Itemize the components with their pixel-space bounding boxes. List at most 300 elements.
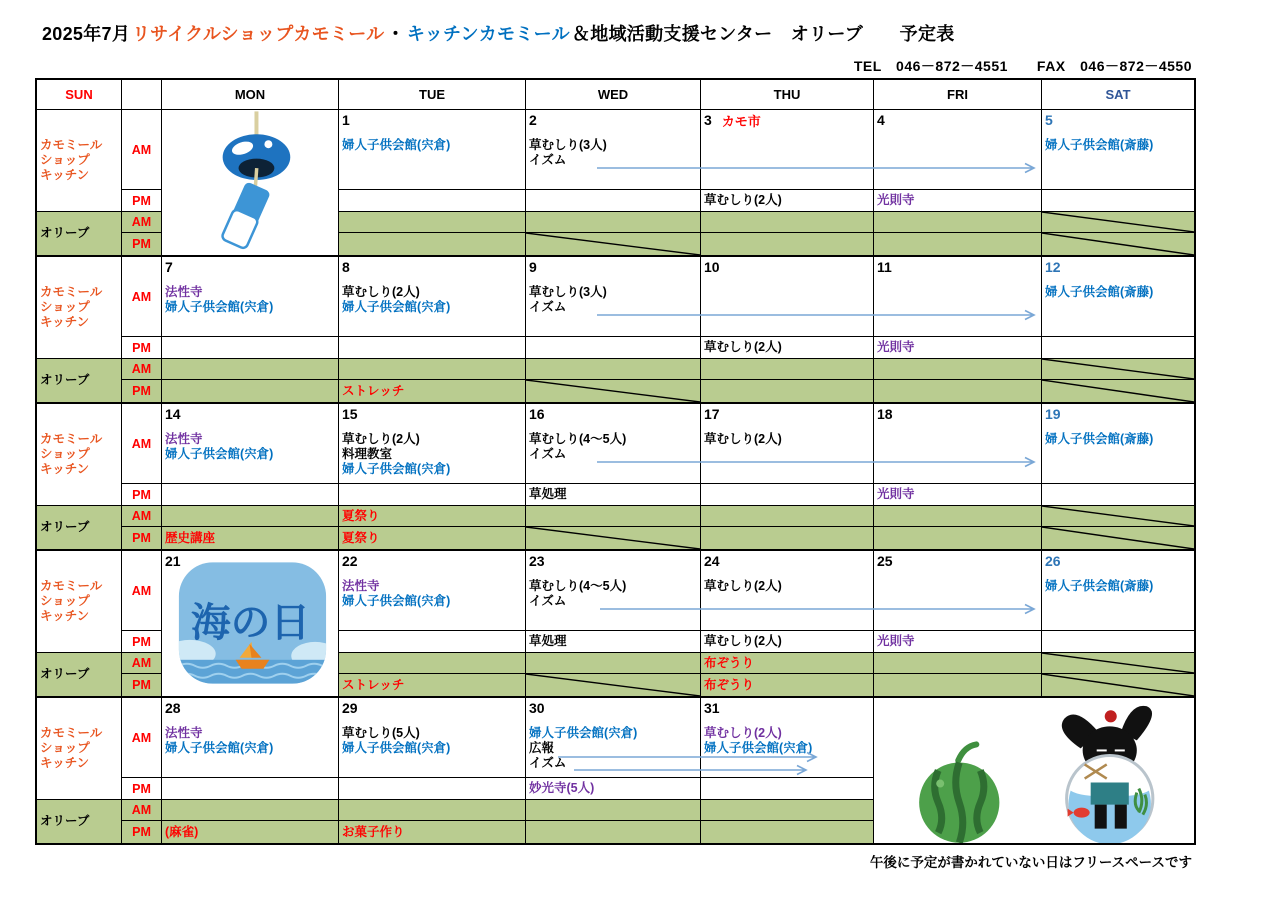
title-shop-name: リサイクルショップカモミール bbox=[132, 24, 385, 44]
chamomile-am-label bbox=[122, 698, 162, 778]
event-text: 草むしり(2人) bbox=[342, 285, 420, 299]
marine-day-illustration bbox=[162, 551, 338, 696]
day-15-olive-pm-cell bbox=[339, 527, 526, 549]
day-12-olive-pm-cell bbox=[1042, 380, 1194, 402]
day-18-pm-cell bbox=[874, 484, 1042, 506]
day-10-olive-pm-cell bbox=[701, 380, 874, 402]
event-text: 婦人子供会館(宍倉) bbox=[342, 138, 451, 152]
day-2-pm-cell bbox=[526, 190, 701, 212]
day-16-olive-am-cell bbox=[526, 506, 701, 527]
olive-label bbox=[37, 506, 122, 549]
olive-pm-label bbox=[122, 674, 162, 696]
day-number: 18 bbox=[877, 406, 893, 422]
day-24-olive-am-cell bbox=[701, 653, 874, 674]
day-23-olive-pm-cell bbox=[526, 674, 701, 696]
chamomile-pm-label bbox=[122, 484, 162, 506]
day-28-olive-am-cell bbox=[162, 800, 339, 821]
diagonal-strike bbox=[526, 380, 700, 402]
event-text: 婦人子供会館(斎藤) bbox=[1045, 432, 1154, 446]
day-5-pm-cell bbox=[1042, 190, 1194, 212]
day-5-olive-am-cell bbox=[1042, 212, 1194, 233]
day-number: 21 bbox=[165, 553, 181, 569]
olive-am-label bbox=[122, 506, 162, 527]
day-15-pm-cell bbox=[339, 484, 526, 506]
day-5-am-cell bbox=[1042, 110, 1194, 190]
day-5-olive-pm-cell bbox=[1042, 233, 1194, 255]
day-29-olive-am-cell bbox=[339, 800, 526, 821]
day-23-olive-am-cell bbox=[526, 653, 701, 674]
free-space-illustrations bbox=[874, 698, 1194, 843]
day-25-olive-am-cell bbox=[874, 653, 1042, 674]
event-text: 草むしり(2人) bbox=[704, 193, 782, 207]
event-text: イズム bbox=[529, 756, 567, 770]
windchime-cell bbox=[162, 110, 339, 255]
event-text: イズム bbox=[529, 594, 567, 608]
free-space-cell bbox=[874, 698, 1194, 843]
calendar-weeks bbox=[37, 110, 1194, 843]
event-text: 婦人子供会館(宍倉) bbox=[342, 594, 451, 608]
event-text: 婦人子供会館(宍倉) bbox=[704, 741, 813, 755]
event-text: 草むしり(5人) bbox=[342, 726, 420, 740]
event-text: 婦人子供会館(斎藤) bbox=[1045, 285, 1154, 299]
event-text: イズム bbox=[529, 447, 567, 461]
day-1-pm-cell bbox=[339, 190, 526, 212]
diagonal-strike bbox=[1042, 380, 1194, 402]
event-text: ショップ bbox=[40, 300, 90, 314]
event-text: イズム bbox=[529, 153, 567, 167]
event-text: 婦人子供会館(宍倉) bbox=[342, 741, 451, 755]
event-text: AM bbox=[131, 289, 152, 304]
olive-label bbox=[37, 359, 122, 402]
event-text: AM bbox=[131, 656, 152, 670]
day-16-olive-pm-cell bbox=[526, 527, 701, 549]
event-text: AM bbox=[131, 362, 152, 376]
day-31-am-cell bbox=[701, 698, 874, 778]
day-number: 30 bbox=[529, 700, 545, 716]
day-14-am-cell bbox=[162, 404, 339, 484]
day-29-am-cell bbox=[339, 698, 526, 778]
event-text: PM bbox=[132, 531, 151, 545]
event-text: 草むしり(4～5人) bbox=[529, 432, 627, 446]
event-text: 婦人子供会館(宍倉) bbox=[529, 726, 638, 740]
day-10-olive-am-cell bbox=[701, 359, 874, 380]
chamomile-shop-kitchen-label bbox=[37, 110, 122, 212]
diagonal-strike bbox=[1042, 653, 1194, 673]
diagonal-strike bbox=[1042, 527, 1194, 549]
event-text: AM bbox=[131, 730, 152, 745]
day-9-am-cell bbox=[526, 257, 701, 337]
day-4-pm-cell bbox=[874, 190, 1042, 212]
event-text: 草むしり(2人) bbox=[704, 579, 782, 593]
day-12-olive-am-cell bbox=[1042, 359, 1194, 380]
event-text: オリーブ bbox=[40, 814, 90, 828]
day-4-olive-am-cell bbox=[874, 212, 1042, 233]
event-text: オリーブ bbox=[40, 226, 90, 240]
day-19-olive-am-cell bbox=[1042, 506, 1194, 527]
event-text: 夏祭り bbox=[342, 530, 380, 545]
header-ampm-spacer bbox=[122, 80, 162, 109]
event-text: キッチン bbox=[40, 168, 90, 182]
event-text: 法性寺 bbox=[165, 726, 203, 740]
chamomile-shop-kitchen-label bbox=[37, 404, 122, 506]
event-text: 草むしり(2人) bbox=[704, 634, 782, 648]
day-number: 14 bbox=[165, 406, 181, 422]
event-text: AM bbox=[131, 509, 152, 523]
day-number: 16 bbox=[529, 406, 545, 422]
event-text: AM bbox=[131, 803, 152, 817]
day-30-am-cell bbox=[526, 698, 701, 778]
event-text: PM bbox=[132, 825, 151, 839]
day-number: 28 bbox=[165, 700, 181, 716]
day-12-am-cell bbox=[1042, 257, 1194, 337]
day-23-pm-cell bbox=[526, 631, 701, 653]
event-text: 光則寺 bbox=[877, 193, 915, 207]
diagonal-strike bbox=[526, 233, 700, 255]
windchime-illustration-wrap bbox=[162, 110, 338, 255]
event-text: 婦人子供会館(斎藤) bbox=[1045, 579, 1154, 593]
day-8-am-cell bbox=[339, 257, 526, 337]
event-text: 婦人子供会館(宍倉) bbox=[165, 300, 274, 314]
chamomile-am-label bbox=[122, 551, 162, 631]
chamomile-shop-kitchen-label bbox=[37, 551, 122, 653]
event-text: PM bbox=[132, 678, 151, 692]
diagonal-strike bbox=[1042, 359, 1194, 379]
event-text: AM bbox=[131, 436, 152, 451]
rabbit-fishbowl-illustration bbox=[1062, 706, 1153, 843]
day-number: 9 bbox=[529, 259, 537, 275]
event-text: 草処理 bbox=[529, 487, 567, 501]
chamomile-shop-kitchen-label bbox=[37, 698, 122, 800]
event-text: お菓子作り bbox=[342, 824, 405, 839]
day-3-pm-cell bbox=[701, 190, 874, 212]
title-separator: ・ bbox=[386, 24, 405, 44]
event-text: 草むしり(3人) bbox=[529, 285, 607, 299]
event-text: AM bbox=[131, 142, 152, 157]
day-11-pm-cell bbox=[874, 337, 1042, 359]
event-text: キッチン bbox=[40, 756, 90, 770]
event-text: 婦人子供会館(宍倉) bbox=[342, 462, 451, 476]
day-15-am-cell bbox=[339, 404, 526, 484]
day-28-olive-pm-cell bbox=[162, 821, 339, 843]
event-text: 光則寺 bbox=[877, 487, 915, 501]
free-space-illustration-wrap bbox=[874, 698, 1194, 843]
day-7-pm-cell bbox=[162, 337, 339, 359]
week-3 bbox=[37, 404, 1194, 551]
day-number: 10 bbox=[704, 259, 720, 275]
day-14-olive-pm-cell bbox=[162, 527, 339, 549]
footer-note: 午後に予定が書かれていない日はフリースペースです bbox=[869, 855, 1192, 870]
event-text: ストレッチ bbox=[342, 383, 405, 398]
day-2-am-cell bbox=[526, 110, 701, 190]
day-17-am-cell bbox=[701, 404, 874, 484]
olive-am-label bbox=[122, 212, 162, 233]
day-22-olive-am-cell bbox=[339, 653, 526, 674]
day-number: 22 bbox=[342, 553, 358, 569]
day-number: 17 bbox=[704, 406, 720, 422]
event-text: 草むしり(2人) bbox=[704, 432, 782, 446]
chamomile-pm-label bbox=[122, 337, 162, 359]
windchime-illustration bbox=[162, 110, 338, 255]
day-30-pm-cell bbox=[526, 778, 701, 800]
day-number: 19 bbox=[1045, 406, 1061, 422]
day-number: 26 bbox=[1045, 553, 1061, 569]
day-2-olive-pm-cell bbox=[526, 233, 701, 255]
olive-label bbox=[37, 212, 122, 255]
day-23-am-cell bbox=[526, 551, 701, 631]
day-28-pm-cell bbox=[162, 778, 339, 800]
event-text: (麻雀) bbox=[165, 824, 199, 839]
chamomile-pm-label bbox=[122, 778, 162, 800]
diagonal-strike bbox=[1042, 674, 1194, 696]
day-25-olive-pm-cell bbox=[874, 674, 1042, 696]
weekday-header-row bbox=[37, 80, 1194, 110]
day-3-olive-am-cell bbox=[701, 212, 874, 233]
day-31-olive-pm-cell bbox=[701, 821, 874, 843]
week-4 bbox=[37, 551, 1194, 698]
day-number: 5 bbox=[1045, 112, 1053, 128]
day-18-olive-pm-cell bbox=[874, 527, 1042, 549]
event-text: 草むしり(2人) bbox=[342, 432, 420, 446]
olive-label bbox=[37, 653, 122, 696]
event-text: 光則寺 bbox=[877, 340, 915, 354]
event-text: PM bbox=[132, 384, 151, 398]
event-text: オリーブ bbox=[40, 520, 90, 534]
day-24-olive-pm-cell bbox=[701, 674, 874, 696]
chamomile-am-label bbox=[122, 404, 162, 484]
diagonal-strike bbox=[1042, 506, 1194, 526]
event-text: 法性寺 bbox=[165, 285, 203, 299]
olive-label bbox=[37, 800, 122, 843]
day-number: 15 bbox=[342, 406, 358, 422]
event-text: ショップ bbox=[40, 153, 90, 167]
event-text: PM bbox=[132, 340, 151, 355]
day-18-olive-am-cell bbox=[874, 506, 1042, 527]
header-wed: WED bbox=[526, 80, 701, 109]
day-11-am-cell bbox=[874, 257, 1042, 337]
event-text: PM bbox=[132, 634, 151, 649]
day-4-olive-pm-cell bbox=[874, 233, 1042, 255]
event-text: ショップ bbox=[40, 741, 90, 755]
event-text: 布ぞうり bbox=[704, 655, 755, 670]
event-text: カモミール bbox=[40, 579, 103, 593]
event-text: オリーブ bbox=[40, 667, 90, 681]
event-text: カモミール bbox=[40, 138, 103, 152]
event-text: オリーブ bbox=[40, 373, 90, 387]
header-sun: SUN bbox=[37, 80, 122, 109]
watermelon-illustration bbox=[919, 744, 999, 842]
day-number: 1 bbox=[342, 112, 350, 128]
olive-pm-label bbox=[122, 527, 162, 549]
event-text: PM bbox=[132, 487, 151, 502]
day-3-olive-pm-cell bbox=[701, 233, 874, 255]
day-number: 8 bbox=[342, 259, 350, 275]
chamomile-am-label bbox=[122, 110, 162, 190]
header-mon: MON bbox=[162, 80, 339, 109]
day-number: 11 bbox=[877, 259, 892, 275]
marine-day-cell bbox=[162, 551, 339, 696]
day-17-olive-pm-cell bbox=[701, 527, 874, 549]
day-11-olive-am-cell bbox=[874, 359, 1042, 380]
week-1 bbox=[37, 110, 1194, 257]
week-5 bbox=[37, 698, 1194, 843]
day-7-am-cell bbox=[162, 257, 339, 337]
day-4-am-cell bbox=[874, 110, 1042, 190]
day-26-am-cell bbox=[1042, 551, 1194, 631]
title-rest: ＆地域活動支援センター オリーブ 予定表 bbox=[571, 24, 955, 44]
day-29-olive-pm-cell bbox=[339, 821, 526, 843]
event-text: ストレッチ bbox=[342, 677, 405, 692]
event-text: AM bbox=[131, 583, 152, 598]
olive-am-label bbox=[122, 359, 162, 380]
olive-pm-label bbox=[122, 821, 162, 843]
event-text: 布ぞうり bbox=[704, 677, 755, 692]
event-text: キッチン bbox=[40, 315, 90, 329]
day-number: 24 bbox=[704, 553, 720, 569]
day-29-pm-cell bbox=[339, 778, 526, 800]
day-22-pm-cell bbox=[339, 631, 526, 653]
event-text: 草処理 bbox=[529, 634, 567, 648]
day-number: 31 bbox=[704, 700, 720, 716]
olive-am-label bbox=[122, 800, 162, 821]
page-title bbox=[42, 20, 957, 46]
header-thu: THU bbox=[701, 80, 874, 109]
event-text: 料理教室 bbox=[342, 447, 393, 461]
day-7-olive-am-cell bbox=[162, 359, 339, 380]
event-text: ショップ bbox=[40, 594, 90, 608]
day-2-olive-am-cell bbox=[526, 212, 701, 233]
day-10-am-cell bbox=[701, 257, 874, 337]
header-tue: TUE bbox=[339, 80, 526, 109]
marine-day-illustration-wrap bbox=[162, 551, 338, 696]
day-8-olive-pm-cell bbox=[339, 380, 526, 402]
contact-phone-fax: TEL 046－872－4551 FAX 046－872－4550 bbox=[853, 58, 1192, 74]
day-31-olive-am-cell bbox=[701, 800, 874, 821]
chamomile-am-label bbox=[122, 257, 162, 337]
event-text: 草むしり(4～5人) bbox=[529, 579, 627, 593]
svg-text:海の日: 海の日 bbox=[190, 600, 311, 645]
day-number: 7 bbox=[165, 259, 173, 275]
day-22-olive-pm-cell bbox=[339, 674, 526, 696]
event-text: キッチン bbox=[40, 462, 90, 476]
day-28-am-cell bbox=[162, 698, 339, 778]
day-24-pm-cell bbox=[701, 631, 874, 653]
day-7-olive-pm-cell bbox=[162, 380, 339, 402]
day-19-olive-pm-cell bbox=[1042, 527, 1194, 549]
event-text: 婦人子供会館(宍倉) bbox=[165, 447, 274, 461]
day-26-pm-cell bbox=[1042, 631, 1194, 653]
event-text: PM bbox=[132, 237, 151, 251]
day-side-label: カモ市 bbox=[721, 113, 761, 129]
day-8-pm-cell bbox=[339, 337, 526, 359]
event-text: PM bbox=[132, 193, 151, 208]
event-text: イズム bbox=[529, 300, 567, 314]
day-16-am-cell bbox=[526, 404, 701, 484]
day-14-pm-cell bbox=[162, 484, 339, 506]
diagonal-strike bbox=[526, 527, 700, 549]
day-8-olive-am-cell bbox=[339, 359, 526, 380]
chamomile-shop-kitchen-label bbox=[37, 257, 122, 359]
day-9-olive-am-cell bbox=[526, 359, 701, 380]
event-text: 妙光寺(5人) bbox=[529, 781, 595, 795]
event-text: 光則寺 bbox=[877, 634, 915, 648]
day-number: 3 bbox=[704, 112, 712, 128]
event-text: AM bbox=[131, 215, 152, 229]
day-25-am-cell bbox=[874, 551, 1042, 631]
day-1-olive-am-cell bbox=[339, 212, 526, 233]
event-text: 法性寺 bbox=[342, 579, 380, 593]
day-number: 29 bbox=[342, 700, 358, 716]
day-25-pm-cell bbox=[874, 631, 1042, 653]
event-text: 婦人子供会館(斎藤) bbox=[1045, 138, 1154, 152]
day-24-am-cell bbox=[701, 551, 874, 631]
day-14-olive-am-cell bbox=[162, 506, 339, 527]
event-text: 草むしり(3人) bbox=[529, 138, 607, 152]
event-text: 草むしり(2人) bbox=[704, 726, 782, 740]
schedule-table bbox=[35, 78, 1196, 845]
diagonal-strike bbox=[1042, 233, 1194, 255]
day-number: 23 bbox=[529, 553, 545, 569]
day-12-pm-cell bbox=[1042, 337, 1194, 359]
header-fri: FRI bbox=[874, 80, 1042, 109]
day-17-olive-am-cell bbox=[701, 506, 874, 527]
event-text: 婦人子供会館(宍倉) bbox=[342, 300, 451, 314]
day-11-olive-pm-cell bbox=[874, 380, 1042, 402]
title-kitchen-name: キッチンカモミール bbox=[406, 24, 570, 44]
event-text: カモミール bbox=[40, 285, 103, 299]
diagonal-strike bbox=[1042, 212, 1194, 232]
event-text: 夏祭り bbox=[342, 508, 380, 523]
event-text: キッチン bbox=[40, 609, 90, 623]
chamomile-pm-label bbox=[122, 190, 162, 212]
day-26-olive-pm-cell bbox=[1042, 674, 1194, 696]
day-19-pm-cell bbox=[1042, 484, 1194, 506]
day-17-pm-cell bbox=[701, 484, 874, 506]
event-text: 歴史講座 bbox=[165, 530, 216, 545]
event-text: 婦人子供会館(宍倉) bbox=[165, 741, 274, 755]
day-number: 4 bbox=[877, 112, 885, 128]
day-1-am-cell bbox=[339, 110, 526, 190]
event-text: 法性寺 bbox=[165, 432, 203, 446]
day-9-olive-pm-cell bbox=[526, 380, 701, 402]
chamomile-pm-label bbox=[122, 631, 162, 653]
day-10-pm-cell bbox=[701, 337, 874, 359]
event-text: 広報 bbox=[529, 741, 555, 755]
event-text: PM bbox=[132, 781, 151, 796]
olive-pm-label bbox=[122, 233, 162, 255]
day-26-olive-am-cell bbox=[1042, 653, 1194, 674]
event-text: ショップ bbox=[40, 447, 90, 461]
day-22-am-cell bbox=[339, 551, 526, 631]
day-15-olive-am-cell bbox=[339, 506, 526, 527]
day-18-am-cell bbox=[874, 404, 1042, 484]
day-number: 12 bbox=[1045, 259, 1061, 275]
olive-pm-label bbox=[122, 380, 162, 402]
title-year-month: 2025年7月 bbox=[42, 24, 131, 44]
day-16-pm-cell bbox=[526, 484, 701, 506]
day-1-olive-pm-cell bbox=[339, 233, 526, 255]
week-2 bbox=[37, 257, 1194, 404]
olive-am-label bbox=[122, 653, 162, 674]
diagonal-strike bbox=[526, 674, 700, 696]
day-31-pm-cell bbox=[701, 778, 874, 800]
day-3-am-cell bbox=[701, 110, 874, 190]
day-number: 2 bbox=[529, 112, 537, 128]
day-30-olive-am-cell bbox=[526, 800, 701, 821]
day-9-pm-cell bbox=[526, 337, 701, 359]
header-sat: SAT bbox=[1105, 87, 1131, 102]
event-text: カモミール bbox=[40, 432, 103, 446]
event-text: 草むしり(2人) bbox=[704, 340, 782, 354]
